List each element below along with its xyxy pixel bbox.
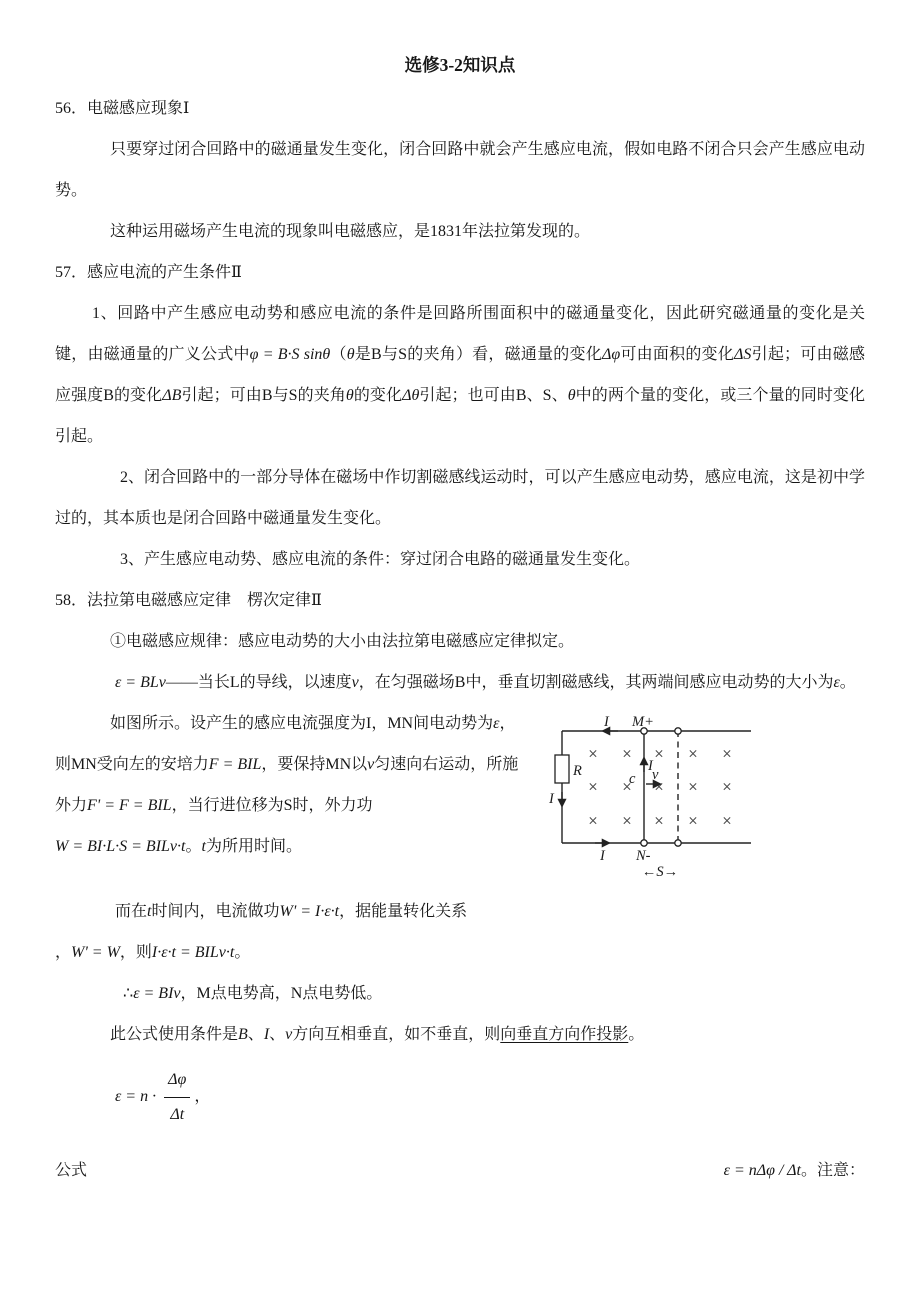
para-ampere-force: 则MN受向左的安培力F = BIL，要保持MN以v匀速向右运动，所施 <box>55 756 519 773</box>
field-into-page-marker: × <box>653 778 665 794</box>
bar-label: c <box>629 771 636 787</box>
current-label-left: I <box>549 791 554 807</box>
field-into-page-marker: × <box>721 745 733 761</box>
document-body-top <box>55 88 865 703</box>
line-formula-note-left: 公式 <box>55 1162 88 1179</box>
resistor-symbol <box>555 755 569 783</box>
ghost-terminal-bottom <box>675 840 681 846</box>
field-into-page-marker: × <box>587 745 599 761</box>
para-energy: 而在t时间内，电流做功W' = I·ε·t，据能量转化关系 <box>115 903 468 920</box>
terminal-m-label: M+ <box>632 714 654 730</box>
para-item-2: 2、闭合回路中的一部分导体在磁场中作切割磁感线运动时，可以产生感应电动势，感应电流，这是初中学过的，其本质也是闭合回路中磁通量发生变化。 <box>55 469 865 527</box>
field-into-page-marker: × <box>653 745 665 761</box>
field-into-page-marker: × <box>621 812 633 828</box>
formula-emf-fraction: ε = n · $\frac{\Delta\varphi}{\Delta t}$ ， <box>115 1055 865 1142</box>
terminal-n-label: N- <box>636 848 651 864</box>
para-external-force: 外力F' = F = BIL，当行进位移为S时，外力功 <box>55 797 373 814</box>
field-into-page-marker: × <box>587 812 599 828</box>
heading-58: 58．法拉第电磁感应定律 楞次定律Ⅱ <box>55 592 322 609</box>
current-label-bottom: I <box>600 848 605 864</box>
field-into-page-marker: × <box>621 778 633 794</box>
field-into-page-marker: × <box>721 812 733 828</box>
para-item-1: 1、回路中产生感应电动势和感应电流的条件是回路所围面积中的磁通量变化，因此研究磁通量的变化是关键，由磁通量的广义公式中φ = B·S sinθ（θ是B与S的夹角）看，磁通量的变化Δφ可由面积的变化ΔS引起；可由磁感应强度B的变化ΔB引起；可由B与S的夹角θ的变化Δθ引起；也可由B、S、θ中的两个量的变化，或三个量的同时变化引起。 <box>55 305 865 445</box>
heading-56: 56．电磁感应现象Ⅰ <box>55 100 190 117</box>
current-label-bar: I <box>648 758 653 774</box>
para-condition: 此公式使用条件是B、I、v方向互相垂直，如不垂直，则向垂直方向作投影。 <box>110 1026 645 1043</box>
para-item-3: 3、产生感应电动势、感应电流的条件：穿过闭合电路的磁通量发生变化。 <box>120 551 641 568</box>
line-formula-note-right: ε = nΔφ / Δt。注意： <box>723 1162 865 1179</box>
para-blv: ε = BLv——当长L的导线，以速度v，在匀强磁场B中，垂直切割磁感线，其两端间感应电动势的大小为ε。 <box>115 674 856 691</box>
document-body-bottom <box>55 891 865 1191</box>
circuit-diagram <box>545 713 759 883</box>
heading-57: 57．感应电流的产生条件Ⅱ <box>55 264 242 281</box>
field-into-page-marker: × <box>687 778 699 794</box>
field-into-page-marker: × <box>687 812 699 828</box>
current-label-top: I <box>604 714 609 730</box>
field-into-page-marker: × <box>721 778 733 794</box>
para-rule-1: ①电磁感应规律：感应电动势的大小由法拉第电磁感应定律拟定。 <box>110 633 575 650</box>
para-faraday-discovery: 这种运用磁场产生电流的现象叫电磁感应，是1831年法拉第发现的。 <box>110 223 591 240</box>
resistor-label: R <box>573 763 582 779</box>
para-therefore: ∴ε = BIv，M点电势高，N点电势低。 <box>123 985 383 1002</box>
field-into-page-marker: × <box>587 778 599 794</box>
field-into-page-marker: × <box>687 745 699 761</box>
terminal-n <box>641 840 647 846</box>
field-into-page-marker: × <box>621 745 633 761</box>
document-body-figure-wrap <box>55 703 865 880</box>
para-work: W = BI·L·S = BILv·t。t为所用时间。 <box>55 838 302 855</box>
page-title: 选修3-2知识点 <box>404 55 516 75</box>
ghost-terminal-top <box>675 728 681 734</box>
circuit-figure <box>545 713 865 891</box>
magnetic-field-markers <box>588 746 732 828</box>
para-energy-2: ，W' = W，则I·ε·t = BILv·t。 <box>55 944 251 961</box>
field-into-page-marker: × <box>653 812 665 828</box>
velocity-label: v <box>652 767 659 783</box>
displacement-label: ←S→ <box>641 864 679 880</box>
para-flux-change: 只要穿过闭合回路中的磁通量发生变化，闭合回路中就会产生感应电流，假如电路不闭合只会产生感应电动势。 <box>55 141 865 199</box>
line-formula-note <box>55 1150 865 1191</box>
para-as-shown: 如图所示。设产生的感应电流强度为I，MN间电动势为ε， <box>110 715 516 732</box>
